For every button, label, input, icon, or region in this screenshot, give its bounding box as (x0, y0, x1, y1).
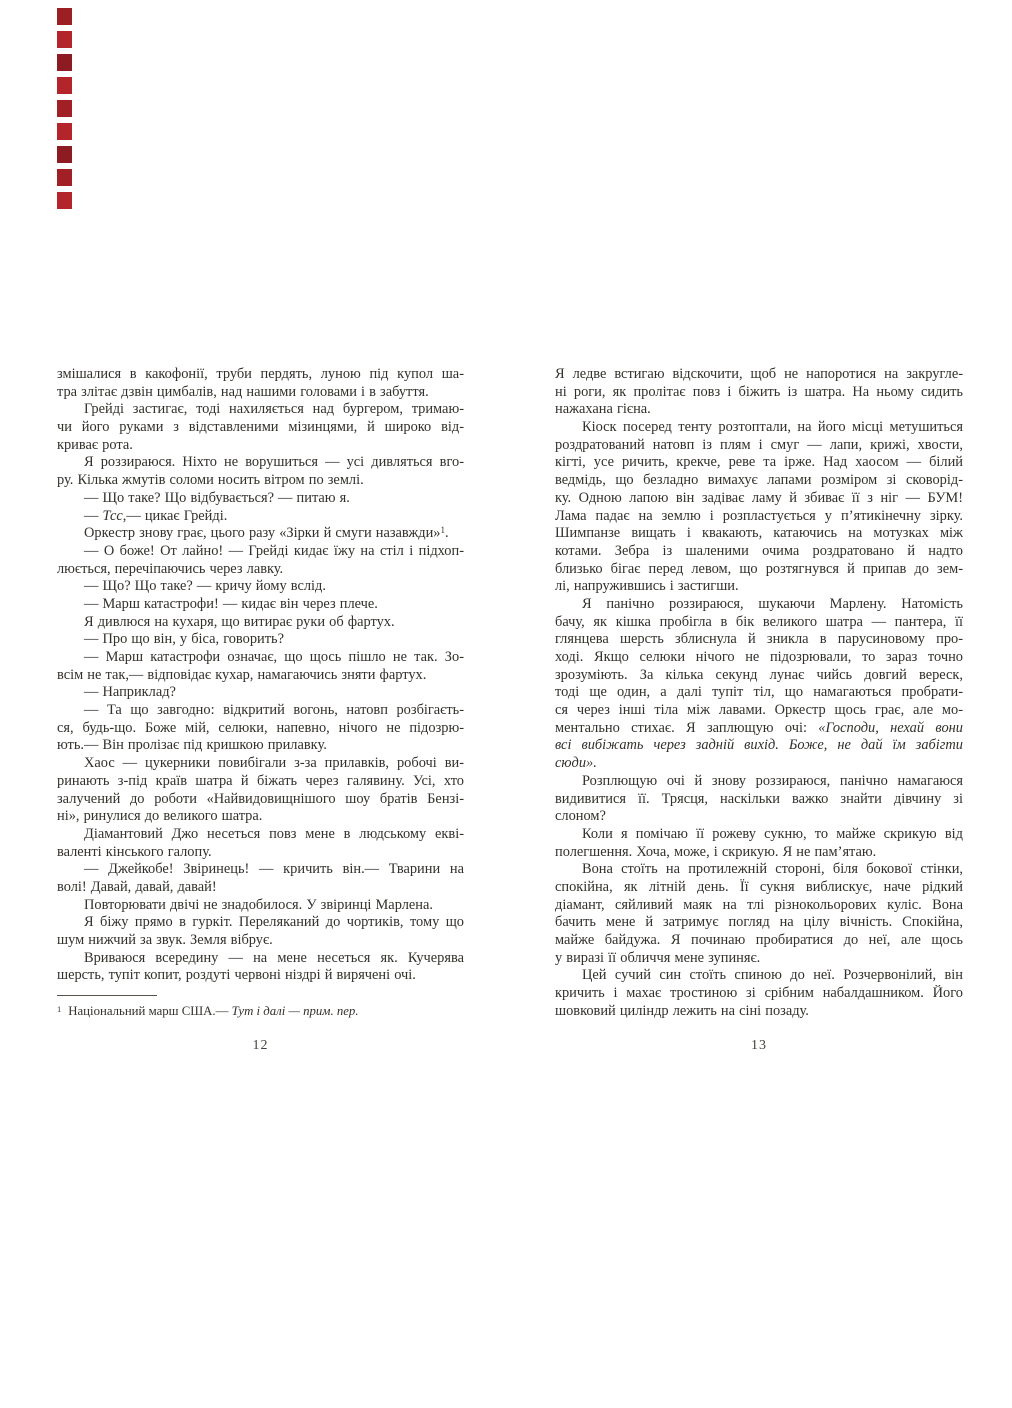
text-line: всім не так,— відповідає кухар, намагаючись зняти фартух. (57, 666, 427, 683)
text-line: глянцева шерсть зблиснула й зникла в парусиновому про- (555, 631, 963, 648)
emphasized-text: Національний марш США.— (68, 1004, 232, 1019)
text-line: зрозуміють. За кілька секунд лунає чийсь довгий вереск, (555, 666, 963, 683)
text-line: полегшення. Хоча, може, і скрикую. Я не пам’ятаю. (555, 843, 877, 860)
text-line: у виразі її обличчя мене зупиняє. (555, 949, 761, 966)
text-line: кричить і махає тростиною зі срібним набалдашником. Його (555, 985, 963, 1002)
text-line: тоді ще один, а далі тупіт тіл, що намагаються пробрати- (555, 684, 963, 701)
text-line: — Про що він, у біса, говорить? (84, 631, 284, 648)
text-line: чи його руками з відставленими мізинцями, й широко від- (57, 419, 464, 436)
text-line: ні», ринулися до великого шатра. (57, 808, 263, 825)
text-line: слоном? (555, 808, 606, 825)
text-line: — Наприклад? (84, 684, 176, 701)
text-line: Хаос — цукерники повибігали з-за прилавків, робочі ви- (84, 755, 464, 772)
text-line: Вриваюся всередину — на мене несеться як. Кучерява (84, 949, 464, 966)
red-dash-mark (57, 100, 72, 117)
text-line: Оркестр знову грає, цього разу «Зірки й смуги назавжди»$^1$. (84, 525, 449, 542)
text-line: бачить мене й затримує погляд на цілу вічність. Спокійна, (555, 914, 963, 931)
red-dash-mark (57, 192, 72, 209)
emphasized-text: сюди». (555, 755, 597, 772)
text-line: ринають з-під країв шатра й біжать через галявину. Усі, хто (57, 772, 464, 789)
text-line: роздратований натовп із плям і смуг — лапи, крижі, хвости, (555, 436, 963, 453)
red-dash-mark (57, 54, 72, 71)
text-line: Лама падає на землю і розпластується у п’ятикінечну зірку. (555, 507, 963, 524)
text-line: кігті, усе ричить, крекче, реве та ірже. Над хаосом — білий (555, 454, 963, 471)
text-line (555, 755, 963, 773)
text-line: майже байдужа. Я починаю пробиратися до неї, але щось (555, 932, 963, 948)
book-page-right (555, 366, 963, 1136)
text-line: залучений до роботи «Найвидовищнішого шоу братів Бензі- (57, 790, 464, 807)
text-line: ні роги, як пролітає повз і біжить із шатра. На ньому сидить (555, 383, 963, 400)
text-line: Я роззираюся. Ніхто не ворушиться — усі дивляться вго- (84, 454, 464, 471)
text-line: ході. Якщо селюки нічого не підозрювали, то зараз точно (555, 649, 963, 665)
text-line: Я дивлюся на кухаря, що витирає руки об фартух. (84, 613, 395, 630)
footnote-text (57, 1003, 464, 1019)
text-line: нажахана гієна. (555, 401, 651, 418)
text-line: Вона стоїть на протилежній стороні, біля бокової стінки, (582, 861, 963, 878)
text-line: — Джейкобе! Звіринець! — кричить він.— Тварини на (84, 861, 464, 878)
text-line: ру. Кілька жмутів соломи носить вітром по землі. (57, 472, 364, 489)
text-line: — О боже! От лайно! — Грейді кидає їжу на стіл і підхоп- (84, 542, 464, 559)
text-line: — Що таке? Що відбувається? — питаю я. (84, 489, 350, 506)
text-line: — Та що завгодно: відкритий вогонь, натовп розбігаєть- (84, 702, 464, 719)
text-line: тра злітає дзвін цимбалів, над нашими головами і в забуття. (57, 383, 429, 400)
red-dash-mark (57, 77, 72, 94)
page-text-left (57, 366, 464, 985)
red-dash-mark (57, 146, 72, 163)
text-line: Шимпанзе вищать і квакають, катаючись на мотузках між (555, 525, 963, 542)
emphasized-text: «Господи, нехай вони (818, 719, 963, 736)
text-line: видивитися її. Трясця, наскільки важко знайти дівчину зі (555, 790, 963, 807)
text-line: криває рота. (57, 436, 133, 453)
text-line: шерсть, тупіт копит, роздуті червоні ніздрі й вирячені очі. (57, 967, 416, 984)
text-line: Грейді застигає, тоді нахиляється над бургером, тримаю- (84, 401, 464, 418)
emphasized-text: Тут і далі — прим. пер. (231, 1004, 359, 1019)
text-line: ся, будь-що. Боже мій, селюки, напевно, нічого не підозрю- (57, 719, 464, 736)
page-text-right (555, 366, 963, 1020)
page-number-right: 13 (751, 1038, 767, 1053)
text-line: ють.— Він пролізає під кришкою прилавку. (57, 737, 327, 754)
text-line: Повторювати двічі не знадобилося. У звіринці Марлена. (84, 896, 433, 913)
text-line: Діамантовий Джо несеться повз мене в людському екві- (84, 825, 464, 842)
print-registration-marks (57, 8, 72, 215)
text-line: змішалися в какофонії, труби пердять, луною під купол ша- (57, 366, 464, 382)
footnote-reference: 1 (57, 1004, 62, 1015)
text-line: діамант, сяйливий маяк на тлі різнокольорових куліс. Вона (555, 896, 963, 913)
footnote-reference: 1 (440, 525, 445, 536)
text-line: ведмідь, що безладно вимахує лапами розміром зі сковорід- (555, 472, 963, 489)
text-line: шум нижчий за звук. Земля вібрує. (57, 932, 273, 948)
red-dash-mark (57, 8, 72, 25)
text-line: лі, напружившись і застигши. (555, 578, 739, 595)
red-dash-mark (57, 169, 72, 186)
text-line (555, 737, 963, 755)
text-line: спокійна, як літній день. Її сукня виблискує, наче рідкий (555, 878, 963, 895)
text-line: близько бігає перед левом, що розтягнувся й припав до зем- (555, 560, 963, 577)
page-number-left: 12 (252, 1038, 269, 1053)
red-dash-mark (57, 31, 72, 48)
emphasized-text: Тсс (102, 507, 123, 524)
footnote-divider (57, 995, 157, 996)
text-line: валенті кінського галопу. (57, 843, 212, 860)
text-line: ку. Одною лапою він задіває ламу й збиває її з ніг — БУМ! (555, 489, 963, 506)
text-line: бачу, як кішка пробігла в бік великого шатра — пантера, її (555, 613, 963, 630)
text-line: Розплющую очі й знову роззираюся, панічно намагаюся (582, 772, 963, 789)
text-line: — Марш катастрофи! — кидає він через плече. (84, 595, 378, 612)
book-page-left (57, 366, 464, 1136)
text-line: волі! Давай, давай, давай! (57, 878, 217, 895)
text-line: — Тсс,— цикає Грейді. (84, 507, 228, 524)
red-dash-mark (57, 123, 72, 140)
text-line: котами. Зебра із шаленими очима роздратовано й надто (555, 542, 963, 559)
text-line: Цей сучий син стоїть спиною до неї. Розчервонілий, він (582, 967, 963, 984)
text-line: Коли я помічаю її рожеву сукню, то майже скрикую від (582, 825, 963, 842)
text-line: шовковий циліндр лежить на сіні позаду. (555, 1002, 809, 1019)
text-line: люється, перечіпаючись через лавку. (57, 560, 284, 577)
text-line: Кіоск посеред тенту розтоптали, на його місці метушиться (582, 419, 963, 436)
text-line: ся через інші тіла між лавами. Оркестр щось грає, але мо- (555, 702, 963, 719)
footnote (57, 995, 464, 1019)
emphasized-text: всі вибіжать через задній вихід. Боже, не дай їм забігти (555, 737, 963, 754)
text-line: — Що? Що таке? — кричу йому вслід. (84, 578, 326, 595)
text-line: ментально стихає. Я заплющую очі: «Господи, нехай вони (555, 719, 963, 736)
text-line: Я біжу прямо в гуркіт. Переляканий до чортиків, тому що (84, 914, 464, 931)
text-line: Я панічно роззираюся, шукаючи Марлену. Натомість (582, 595, 963, 612)
text-line: Я ледве встигаю відскочити, щоб не напоротися на закругле- (555, 366, 963, 382)
text-line: — Марш катастрофи означає, що щось пішло не так. Зо- (84, 649, 464, 665)
